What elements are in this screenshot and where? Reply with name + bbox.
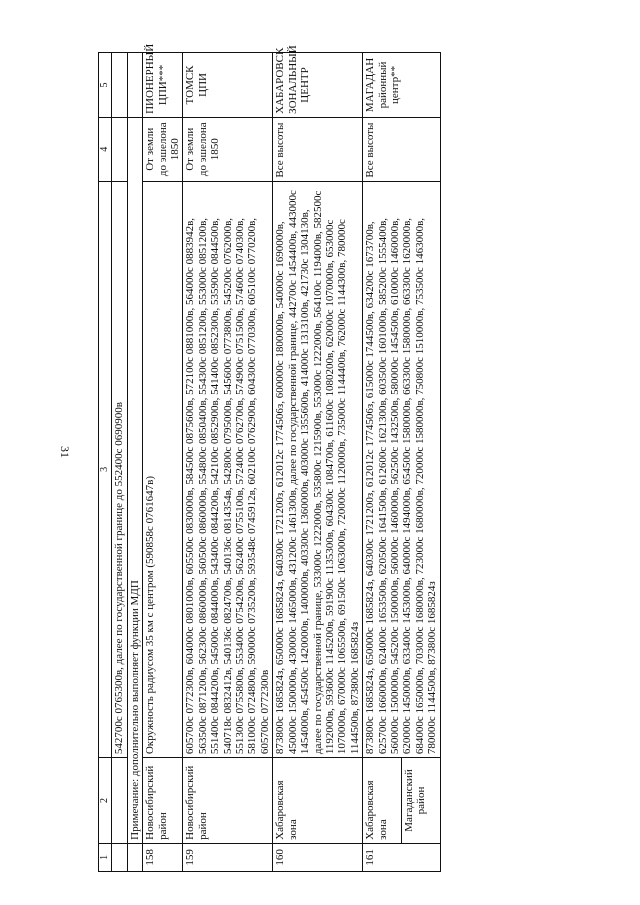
zone-coordinates: Окружность радиусом 35 км с центром (590858с 0761647в) [143, 181, 183, 758]
altitude-limits: От земли до эшелона 1850 [183, 117, 273, 181]
rotated-page-content [98, 43, 600, 872]
altitude-limits: Все высоты [273, 117, 363, 181]
control-center: ТОМСК ЦПИ [183, 53, 273, 118]
empty-cell [112, 117, 127, 181]
table-row [127, 53, 142, 872]
zone-name: Хабаровская зона [363, 758, 402, 844]
table-header-row [99, 53, 112, 872]
note-text: Примечание: дополнительно выполняет функции МДП [127, 117, 142, 843]
zone-name: Новосибирский район [143, 758, 183, 844]
zone-coordinates: 873800с 1685824з, 650000с 1685824з, 640300с 1721200з, 612012с 1774506з, 600000с 1800000в, 540000с 1690000в, 450000с 1500000в, 430000с 1465000в, 431200с 1461300в, далее по государственной границе, 442700с 1454400в, 443000с 1454000в, 454500с 1420000в, 1400000в, 403300с 1360000в, 403000с 1355600в, 414000с 1313100в, 421730с 1304130в, далее по государственной границе, 533000с 1222000в, 535800с 1215900в, 553000с 1222000в, 564100с 1194000в, 582500с 1192000в, 593600с 1145200в, 591900с 1135300в, 604300с 1084700в, 611600с 1080200в, 620000с 1070000в, 653000с 1070000в, 670000с 1065500в, 691500с 1063000в, 720000с 1120000в, 735000с 1144400в, 762000с 1144300в, 780000с 1144500в, 873800с 1685824з [273, 181, 363, 758]
zone-coordinates: 605700с 0772300в, 604000с 0801000в, 605500с 0830000в, 584500с 0875600в, 572100с 0881000в, 564000с 0883942в, 563500с 0871200в, 562300с 0860000в, 560500с 0860000в, 554800с 0850400в, 554300с 0851200в, 553000с 0851200в, 551400с 0844200в, 545000с 0844000в, 543400с 0844200в, 542100с 0852900в, 541400с 0852300в, 535900с 0844500в, 540718с 0832412в, 540136с 0824700в, 540136с 0814354в, 542800с 0795000в, 545600с 0773800в, 545200с 0762000в, 551300с 0755800в, 553400с 0754200в, 562400с 0755100в, 572400с 0762700в, 574900с 0751500в, 574600с 0740300в, 581000с 0724800в, 590000с 0735200в, 593548с 0745912в, 602100с 0762900в, 604300с 0770300в, 605100с 0770200в, 605700с 0772300в [183, 181, 273, 758]
header-col-3: 3 [99, 181, 112, 758]
header-col-4: 4 [99, 117, 112, 181]
zone-name: Новосибирский район [183, 758, 273, 844]
header-col-2: 2 [99, 758, 112, 844]
zone-name: Хабаровская зона [273, 758, 363, 844]
empty-cell [112, 843, 127, 871]
empty-cell [112, 53, 127, 118]
continuation-text: 542700с 0765300в, далее по государственной границе до 552400с 0690900в [112, 181, 127, 758]
table-row [183, 53, 273, 872]
table-row [273, 53, 363, 872]
row-number: 159 [183, 843, 273, 871]
zone-coordinates: 873800с 1685824з, 650000с 1685824з, 640300с 1721200з, 612012с 1774506з, 615000с 1744500в, 634200с 1673700в, 625700с 1660000в, 624000с 1653500в, 620500с 1641500в, 612600с 1621300в, 603500с 1601000в, 585200с 1555400в, 560000с 1500000в, 545200с 1500000в, 560000с 1460000в, 562500с 1432500в, 580000с 1454500в, 610000с 1460000в, 620000с 1450000в, 633400с 1453000в, 640000с 1494000в, 654500с 1580000в, 663300с 1580000в, 663300с 1620000в, 684000с 1650000в, 703000с 1680000в, 723000с 1680000в, 720000с 1580000в, 750800с 1510000в, 753500с 1463000в, 780000с 1144500в, 873800с 1685824з [363, 181, 440, 758]
control-center: ХАБАРОВСК ЗОНАЛЬНЫЙ ЦЕНТР [273, 53, 363, 118]
row-number: 158 [143, 843, 183, 871]
empty-cell [127, 843, 142, 871]
empty-cell [112, 758, 127, 844]
altitude-limits: От земли до эшелона 1850 [143, 117, 183, 181]
page-number: 31 [58, 446, 72, 458]
header-col-1: 1 [99, 843, 112, 871]
subzone-name: Магаданский район [401, 758, 440, 844]
row-number: 160 [273, 843, 363, 871]
table-row [363, 53, 402, 872]
row-number: 161 [363, 843, 440, 871]
table-row [112, 53, 127, 872]
altitude-limits: Все высоты [363, 117, 440, 181]
airspace-zone-table [98, 43, 441, 872]
control-center: ПИОНЕРНЫЙ ЦПИ*** [143, 53, 183, 118]
table-row [143, 53, 183, 872]
control-center: МАГАДАН районный центр** [363, 53, 440, 118]
header-col-5: 5 [99, 53, 112, 118]
empty-cell [127, 53, 142, 118]
